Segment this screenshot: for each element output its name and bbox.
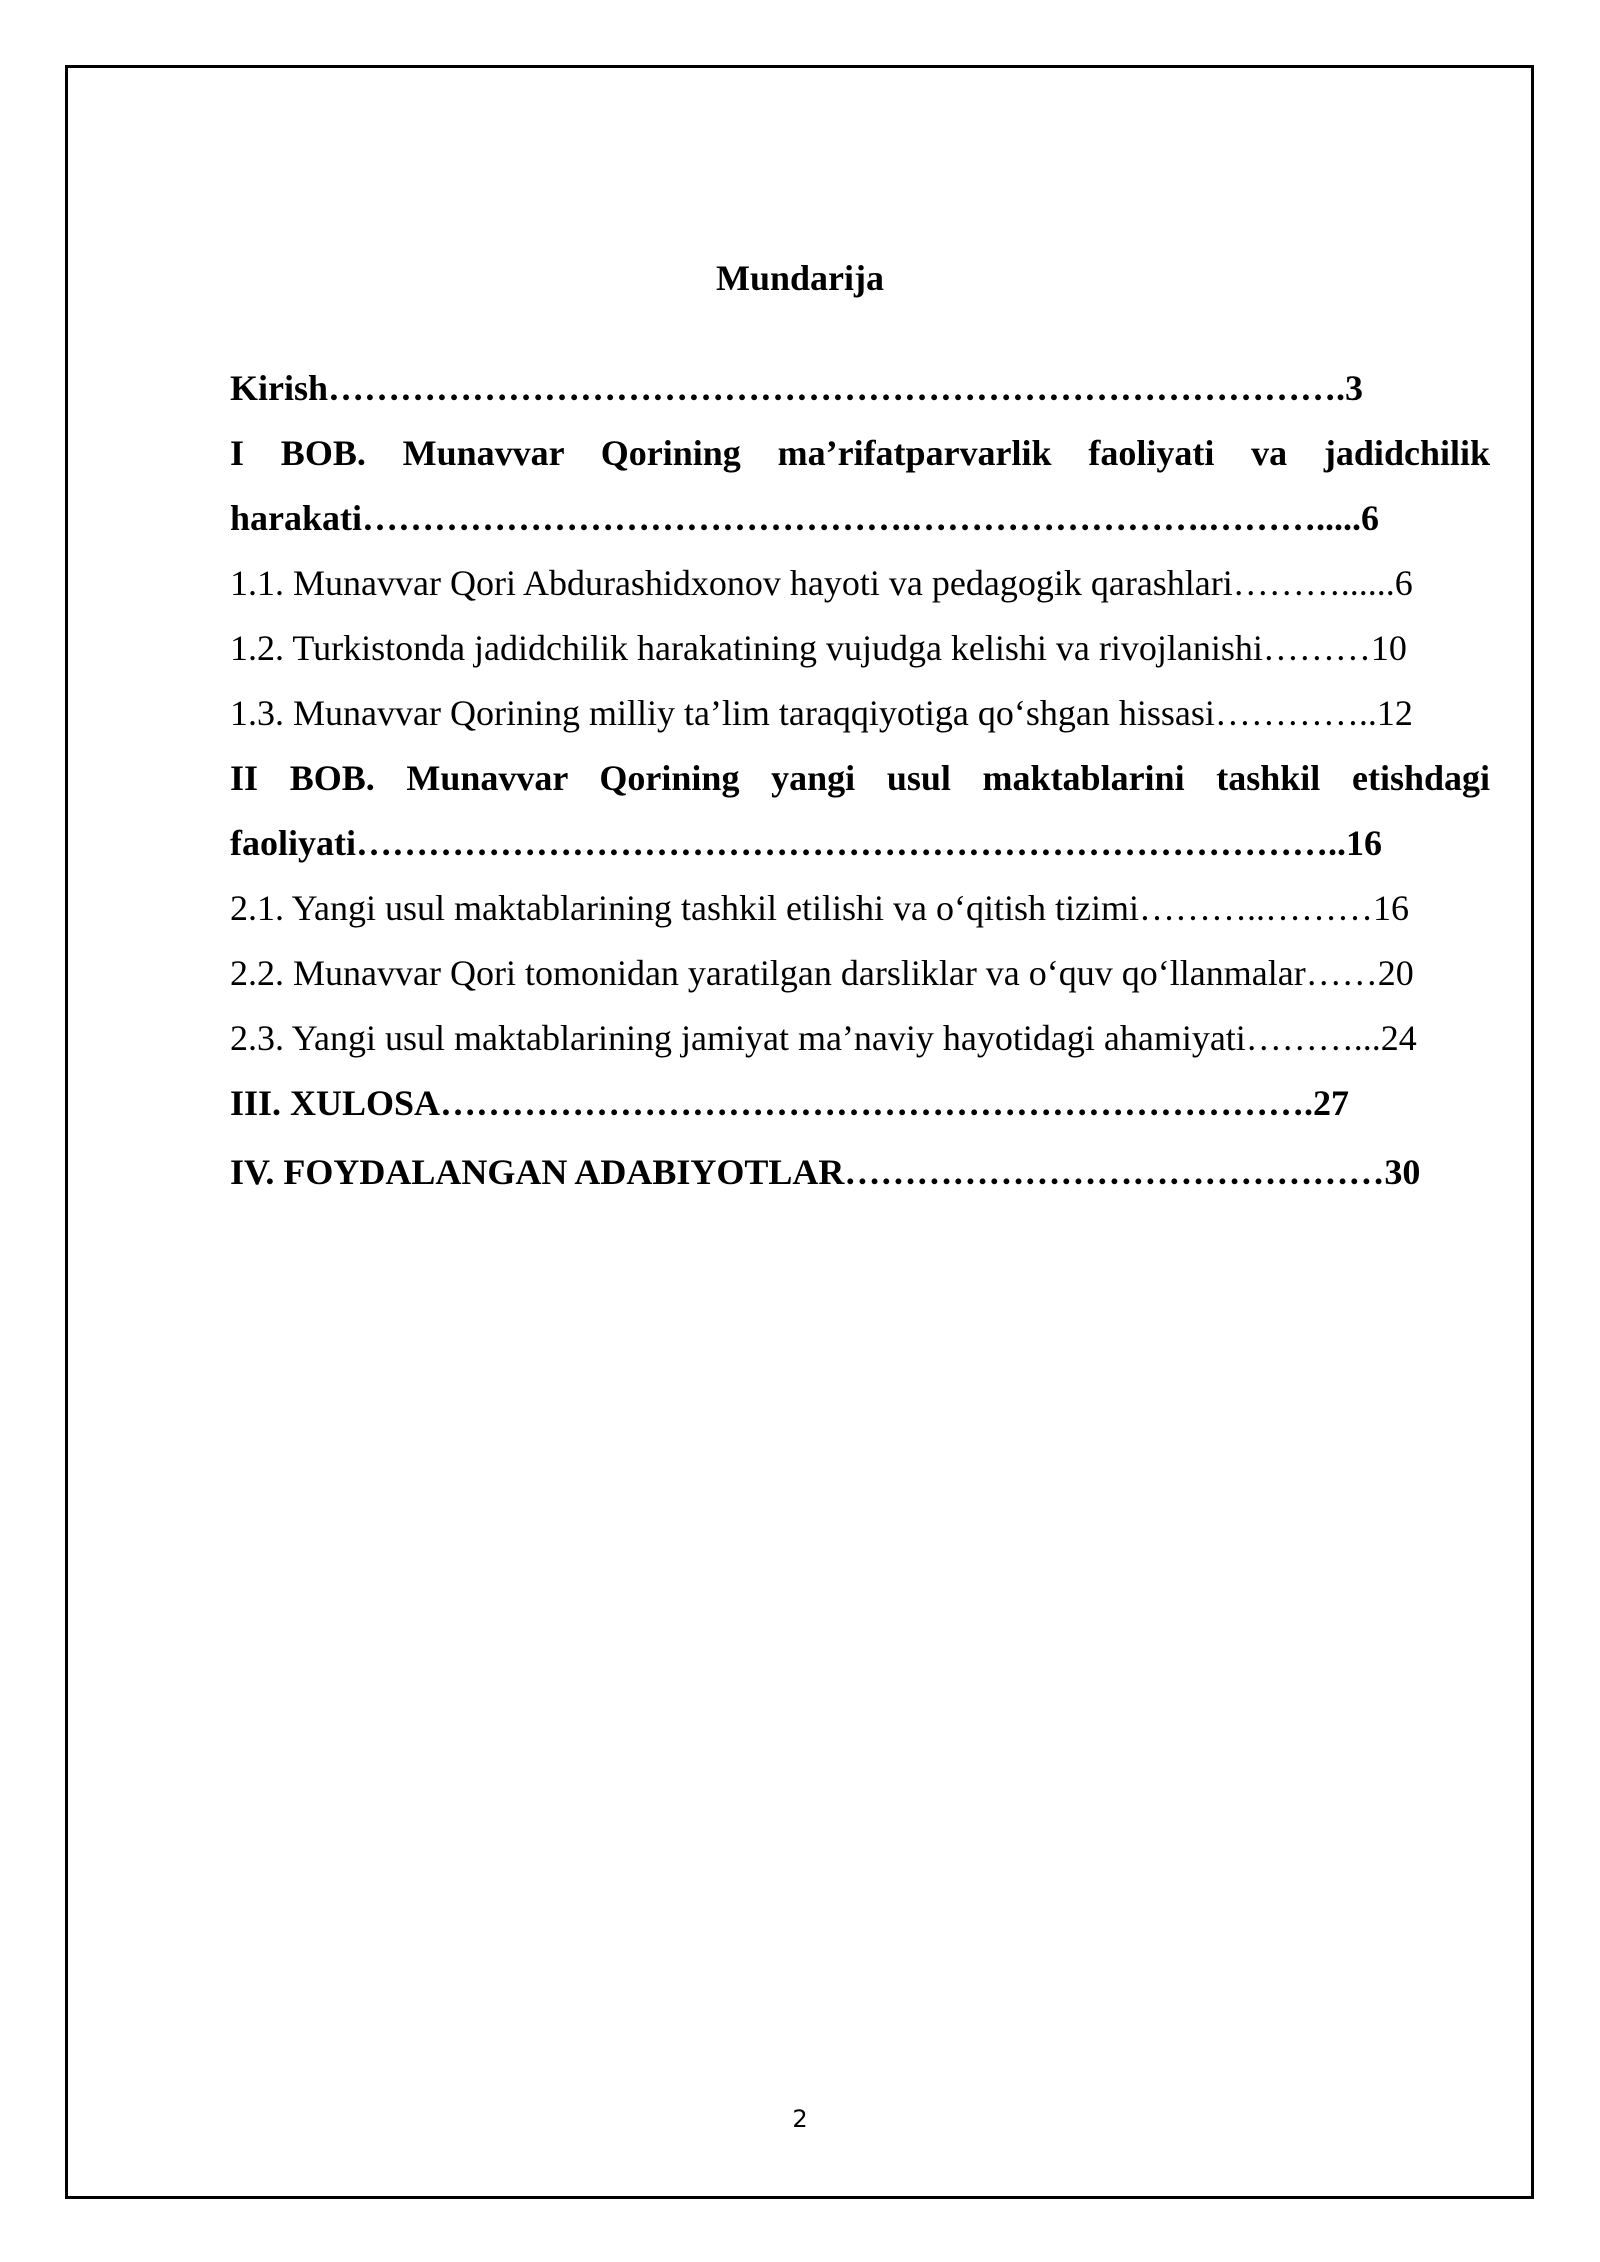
table-of-contents	[230, 356, 1490, 1205]
toc-entry-section-1-1: 1.1. Munavvar Qori Abdurashidxonov hayoti va pedagogik qarashlari………......6	[230, 563, 1413, 603]
toc-entry-references: IV. FOYDALANGAN ADABIYOTLAR………………………………………30	[230, 1152, 1421, 1192]
toc-entry-section-2-3: 2.3. Yangi usul maktablarining jamiyat ma’naviy hayotidagi ahamiyati………...24	[230, 1018, 1417, 1058]
page-number: 2	[792, 2105, 808, 2133]
toc-entry-chapter-1-line-2: harakati……………………………………….…………………….……….....6	[230, 498, 1380, 538]
toc-entry-section-2-1: 2.1. Yangi usul maktablarining tashkil etilishi va o‘qitish tizimi………..………16	[230, 888, 1409, 928]
toc-entry-chapter-2-line-2: faoliyati………………………………………………………………………..16	[230, 823, 1382, 863]
toc-entry-introduction: Kirish………………………………………………………………………….3	[230, 368, 1364, 408]
toc-title: Mundarija	[715, 258, 884, 298]
toc-entry-section-1-3: 1.3. Munavvar Qorining milliy ta’lim taraqqiyotiga qo‘shgan hissasi…………..12	[230, 693, 1413, 733]
toc-entry-section-1-2: 1.2. Turkistonda jadidchilik harakatining vujudga kelishi va rivojlanishi………10	[230, 628, 1407, 668]
toc-entry-conclusion: III. XULOSA……………………………………………………………….27	[230, 1083, 1350, 1123]
toc-entry-chapter-1-line-1: I BOB. Munavvar Qorining ma’rifatparvarlik faoliyati va jadidchilik	[230, 433, 1490, 473]
toc-entry-section-2-2: 2.2. Munavvar Qori tomonidan yaratilgan darsliklar va o‘quv qo‘llanmalar……20	[230, 953, 1414, 993]
toc-entry-chapter-2-line-1: II BOB. Munavvar Qorining yangi usul maktablarini tashkil etishdagi	[230, 758, 1490, 798]
